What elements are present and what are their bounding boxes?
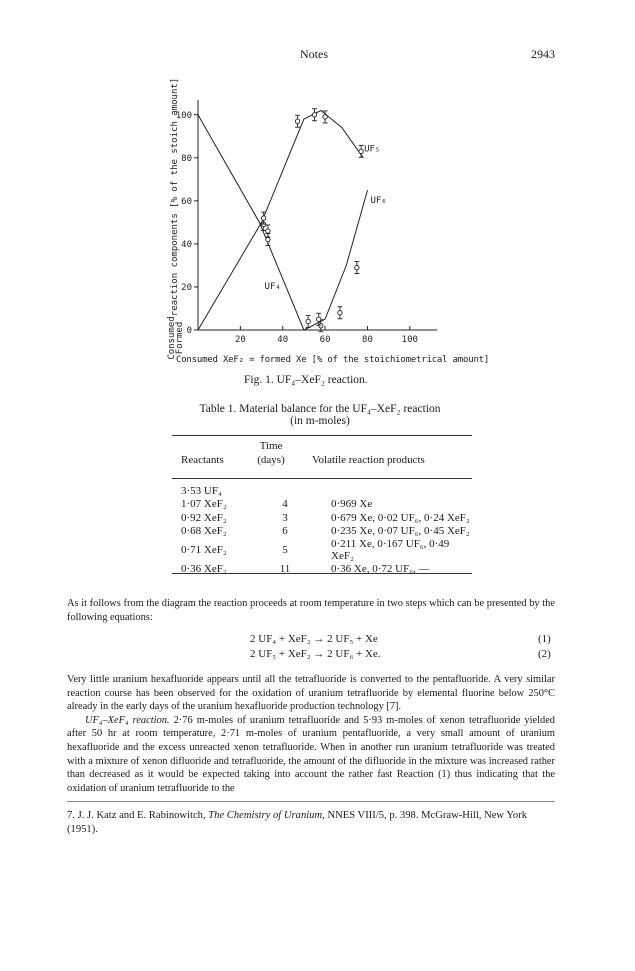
cell-time: 4 [282, 498, 288, 511]
paragraph-1: As it follows from the diagram the reaction proceeds at room temperature in two steps which can be presented by the following equations: [67, 598, 555, 623]
series-line-3 [304, 190, 368, 330]
y-axis-label-consumed: Consumed [167, 316, 177, 360]
data-point [312, 113, 316, 117]
table-rule-mid [172, 478, 472, 479]
cell-reactant: 1·07 XeF₂ [181, 498, 227, 511]
table-title [160, 403, 480, 427]
table-row [181, 498, 471, 512]
data-point [317, 317, 321, 321]
paragraph-3-lead: UF₄–XeF₄ reaction. [85, 714, 170, 726]
table-row [181, 525, 471, 539]
curve-label-3: UF₆ [370, 196, 387, 207]
cell-reactant: 0·36 XeF₂ [181, 562, 227, 575]
data-point [323, 115, 327, 119]
equation-1: 2 UF₄ + XeF₂ → 2 UF₅ + Xe [250, 633, 378, 645]
y-tick-label: 80 [181, 153, 192, 164]
footnote-authors: J. J. Katz and E. Rabinowitch, [77, 810, 206, 821]
y-tick-label: 60 [181, 196, 192, 207]
equation-2: 2 UF₅ + XeF₂ → 2 UF₆ + Xe. [250, 648, 381, 660]
figure-caption: Fig. 1. UF₄–XeF₂ reaction. [244, 374, 368, 386]
footnote-7 [67, 809, 555, 837]
cell-products [309, 484, 471, 498]
col-products-header: Volatile reaction products [312, 454, 425, 466]
running-header: Notes [300, 47, 328, 61]
data-point [359, 149, 363, 153]
col-time-header-2: (days) [257, 454, 285, 466]
paragraph-2-text: Very little uranium hexafluoride appears until all the tetrafluoride is converted to the pentafluoride. A very similar reaction course has been observed for the oxidation of uranium tetrafluoride by elemental fluorine below 250°C already in the early days of the uranium hexafluoride production technology [7]. [67, 674, 555, 713]
cell-reactant: 3·53 UF₄ [181, 484, 222, 497]
page-number: 2943 [531, 47, 555, 61]
cell-products: 0·679 Xe, 0·02 UF₆, 0·24 XeF₂ [331, 511, 470, 524]
table-row [181, 562, 471, 576]
paragraph-3-text: 2·76 m-moles of uranium tetrafluoride and 5·93 m-moles of xenon tetrafluoride yielded after 50 hr at room temperature, 2·71 m-moles of uranium pentafluoride, a very small amount of uranium hexafluoride and the excess unreacted xenon tetrafluoride. When in another run uranium tetrafluoride was treated with a mixture of xenon difluoride and tetrafluoride, the amount of the difluoride in the mixture was increased rather than decreased as it would be expected taking into account the rather fast Reaction (1) thus indicating that the oxidation of uranium tetrafluoride to the [67, 714, 556, 794]
equation-2-number: (2) [538, 648, 551, 660]
data-point [338, 311, 342, 315]
curve-label-1: UF₄ [264, 282, 281, 293]
x-tick-label: 80 [362, 335, 373, 345]
footnote-rest: NNES VIII/5, p. 398. McGraw-Hill, New York (1951). [67, 810, 528, 835]
x-tick-label: 100 [401, 335, 418, 345]
col-time-header-1: Time [259, 440, 283, 452]
col-reactants-header: Reactants [181, 454, 224, 466]
y-axis-label-formed: Formed [175, 321, 185, 355]
y-tick-label: 0 [186, 326, 192, 336]
x-tick-label: 40 [277, 335, 289, 345]
table-title-line2: (in m-moles) [290, 415, 350, 427]
cell-time: 11 [279, 562, 291, 575]
y-tick-label: 100 [175, 110, 192, 121]
data-point [261, 216, 265, 220]
x-tick-label: 60 [319, 335, 331, 345]
reaction-figure [150, 76, 450, 376]
data-point [306, 319, 310, 323]
y-tick-label: 20 [181, 282, 192, 293]
cell-reactant: 0·92 XeF₂ [181, 511, 227, 524]
data-point [355, 265, 359, 269]
paragraph-2 [67, 673, 555, 795]
y-tick-label: 40 [181, 239, 192, 250]
cell-products: 0·969 Xe [331, 498, 373, 511]
cell-reactant: 0·68 XeF₂ [181, 525, 227, 538]
cell-time [261, 484, 309, 498]
footnote-title: The Chemistry of Uranium, [208, 810, 325, 821]
footnote-number: 7. [67, 810, 75, 821]
cell-time: 6 [282, 525, 288, 538]
data-point [319, 323, 323, 327]
series-line-2 [198, 111, 363, 331]
cell-products: 0·211 Xe, 0·167 UF₆, 0·49 XeF₂ [331, 538, 450, 562]
table-row [181, 511, 471, 525]
table-rule-top [172, 435, 472, 436]
x-tick-label: 20 [234, 335, 246, 345]
equation-1-number: (1) [538, 633, 551, 645]
cell-products: 0·36 Xe, 0·72 UF₆, — [331, 562, 430, 575]
curve-label-2: UF₅ [364, 144, 381, 155]
table-row [181, 538, 471, 562]
data-point [266, 229, 270, 233]
table-title-line1: Table 1. Material balance for the UF₄–XeF₂ reaction [199, 403, 441, 415]
cell-reactant: 0·71 XeF₂ [181, 544, 227, 556]
data-point [266, 237, 270, 241]
cell-time: 3 [282, 511, 288, 524]
data-point [295, 119, 299, 123]
table-body [181, 484, 471, 576]
cell-products: 0·235 Xe, 0·07 UF₆, 0·45 XeF₂ [331, 525, 470, 538]
cell-time: 5 [282, 544, 288, 556]
y-axis-label-rest: reaction components [% of the stoich amount] [170, 77, 180, 317]
table-row [181, 484, 471, 498]
x-axis-label: Consumed XeF₂ = formed Xe [% of the stoichiometrical amount] [176, 355, 490, 365]
footnote-rule [67, 801, 555, 802]
